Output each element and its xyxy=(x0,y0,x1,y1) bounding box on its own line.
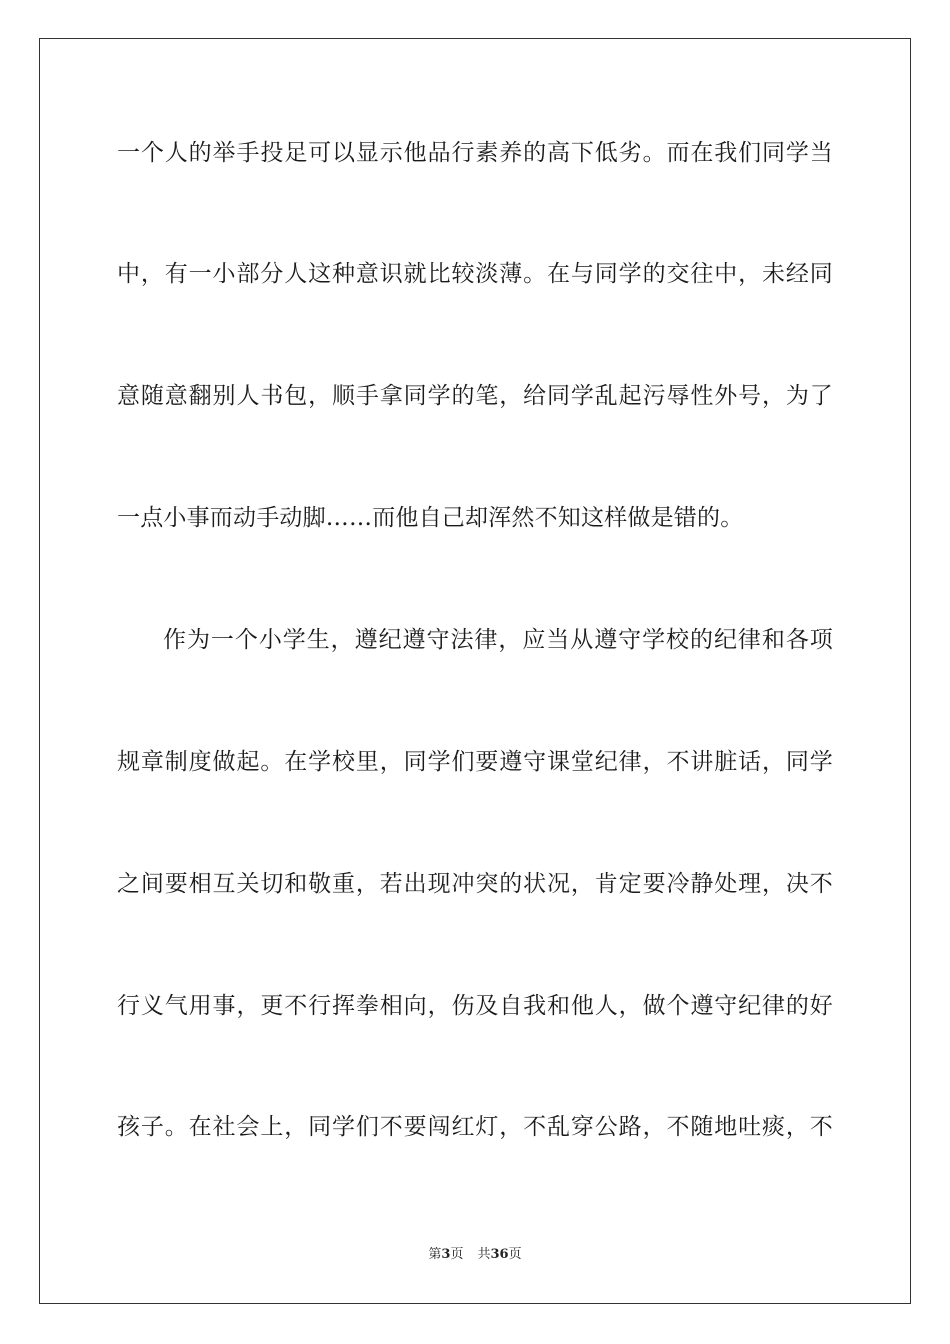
text-line-3: 意随意翻别人书包，顺手拿同学的笔，给同学乱起污辱性外号，为了 xyxy=(117,383,833,409)
text-line-2: 中，有一小部分人这种意识就比较淡薄。在与同学的交往中，未经同 xyxy=(117,261,833,287)
total-suffix: 页 xyxy=(508,1247,522,1262)
page-prefix: 第 xyxy=(428,1247,442,1262)
page-footer xyxy=(0,1246,950,1264)
page-suffix: 页 xyxy=(450,1247,464,1262)
text-line-5-paragraph-start: 作为一个小学生，遵纪遵守法律，应当从遵守学校的纪律和各项 xyxy=(163,627,833,653)
page-number: 3 xyxy=(441,1247,451,1262)
text-line-4: 一点小事而动手动脚……而他自己却浑然不知这样做是错的。 xyxy=(117,505,744,531)
text-line-7: 之间要相互关切和敬重，若出现冲突的状况，肯定要冷静处理，决不 xyxy=(117,871,833,897)
text-line-1: 一个人的举手投足可以显示他品行素养的高下低劣。而在我们同学当 xyxy=(117,140,833,166)
total-prefix: 共 xyxy=(477,1247,491,1262)
text-line-9: 孩子。在社会上，同学们不要闯红灯，不乱穿公路，不随地吐痰，不 xyxy=(117,1114,833,1140)
text-line-8: 行义气用事，更不行挥拳相向，伤及自我和他人，做个遵守纪律的好 xyxy=(117,993,833,1019)
total-pages: 36 xyxy=(490,1247,509,1262)
text-line-6: 规章制度做起。在学校里，同学们要遵守课堂纪律，不讲脏话，同学 xyxy=(117,749,833,775)
